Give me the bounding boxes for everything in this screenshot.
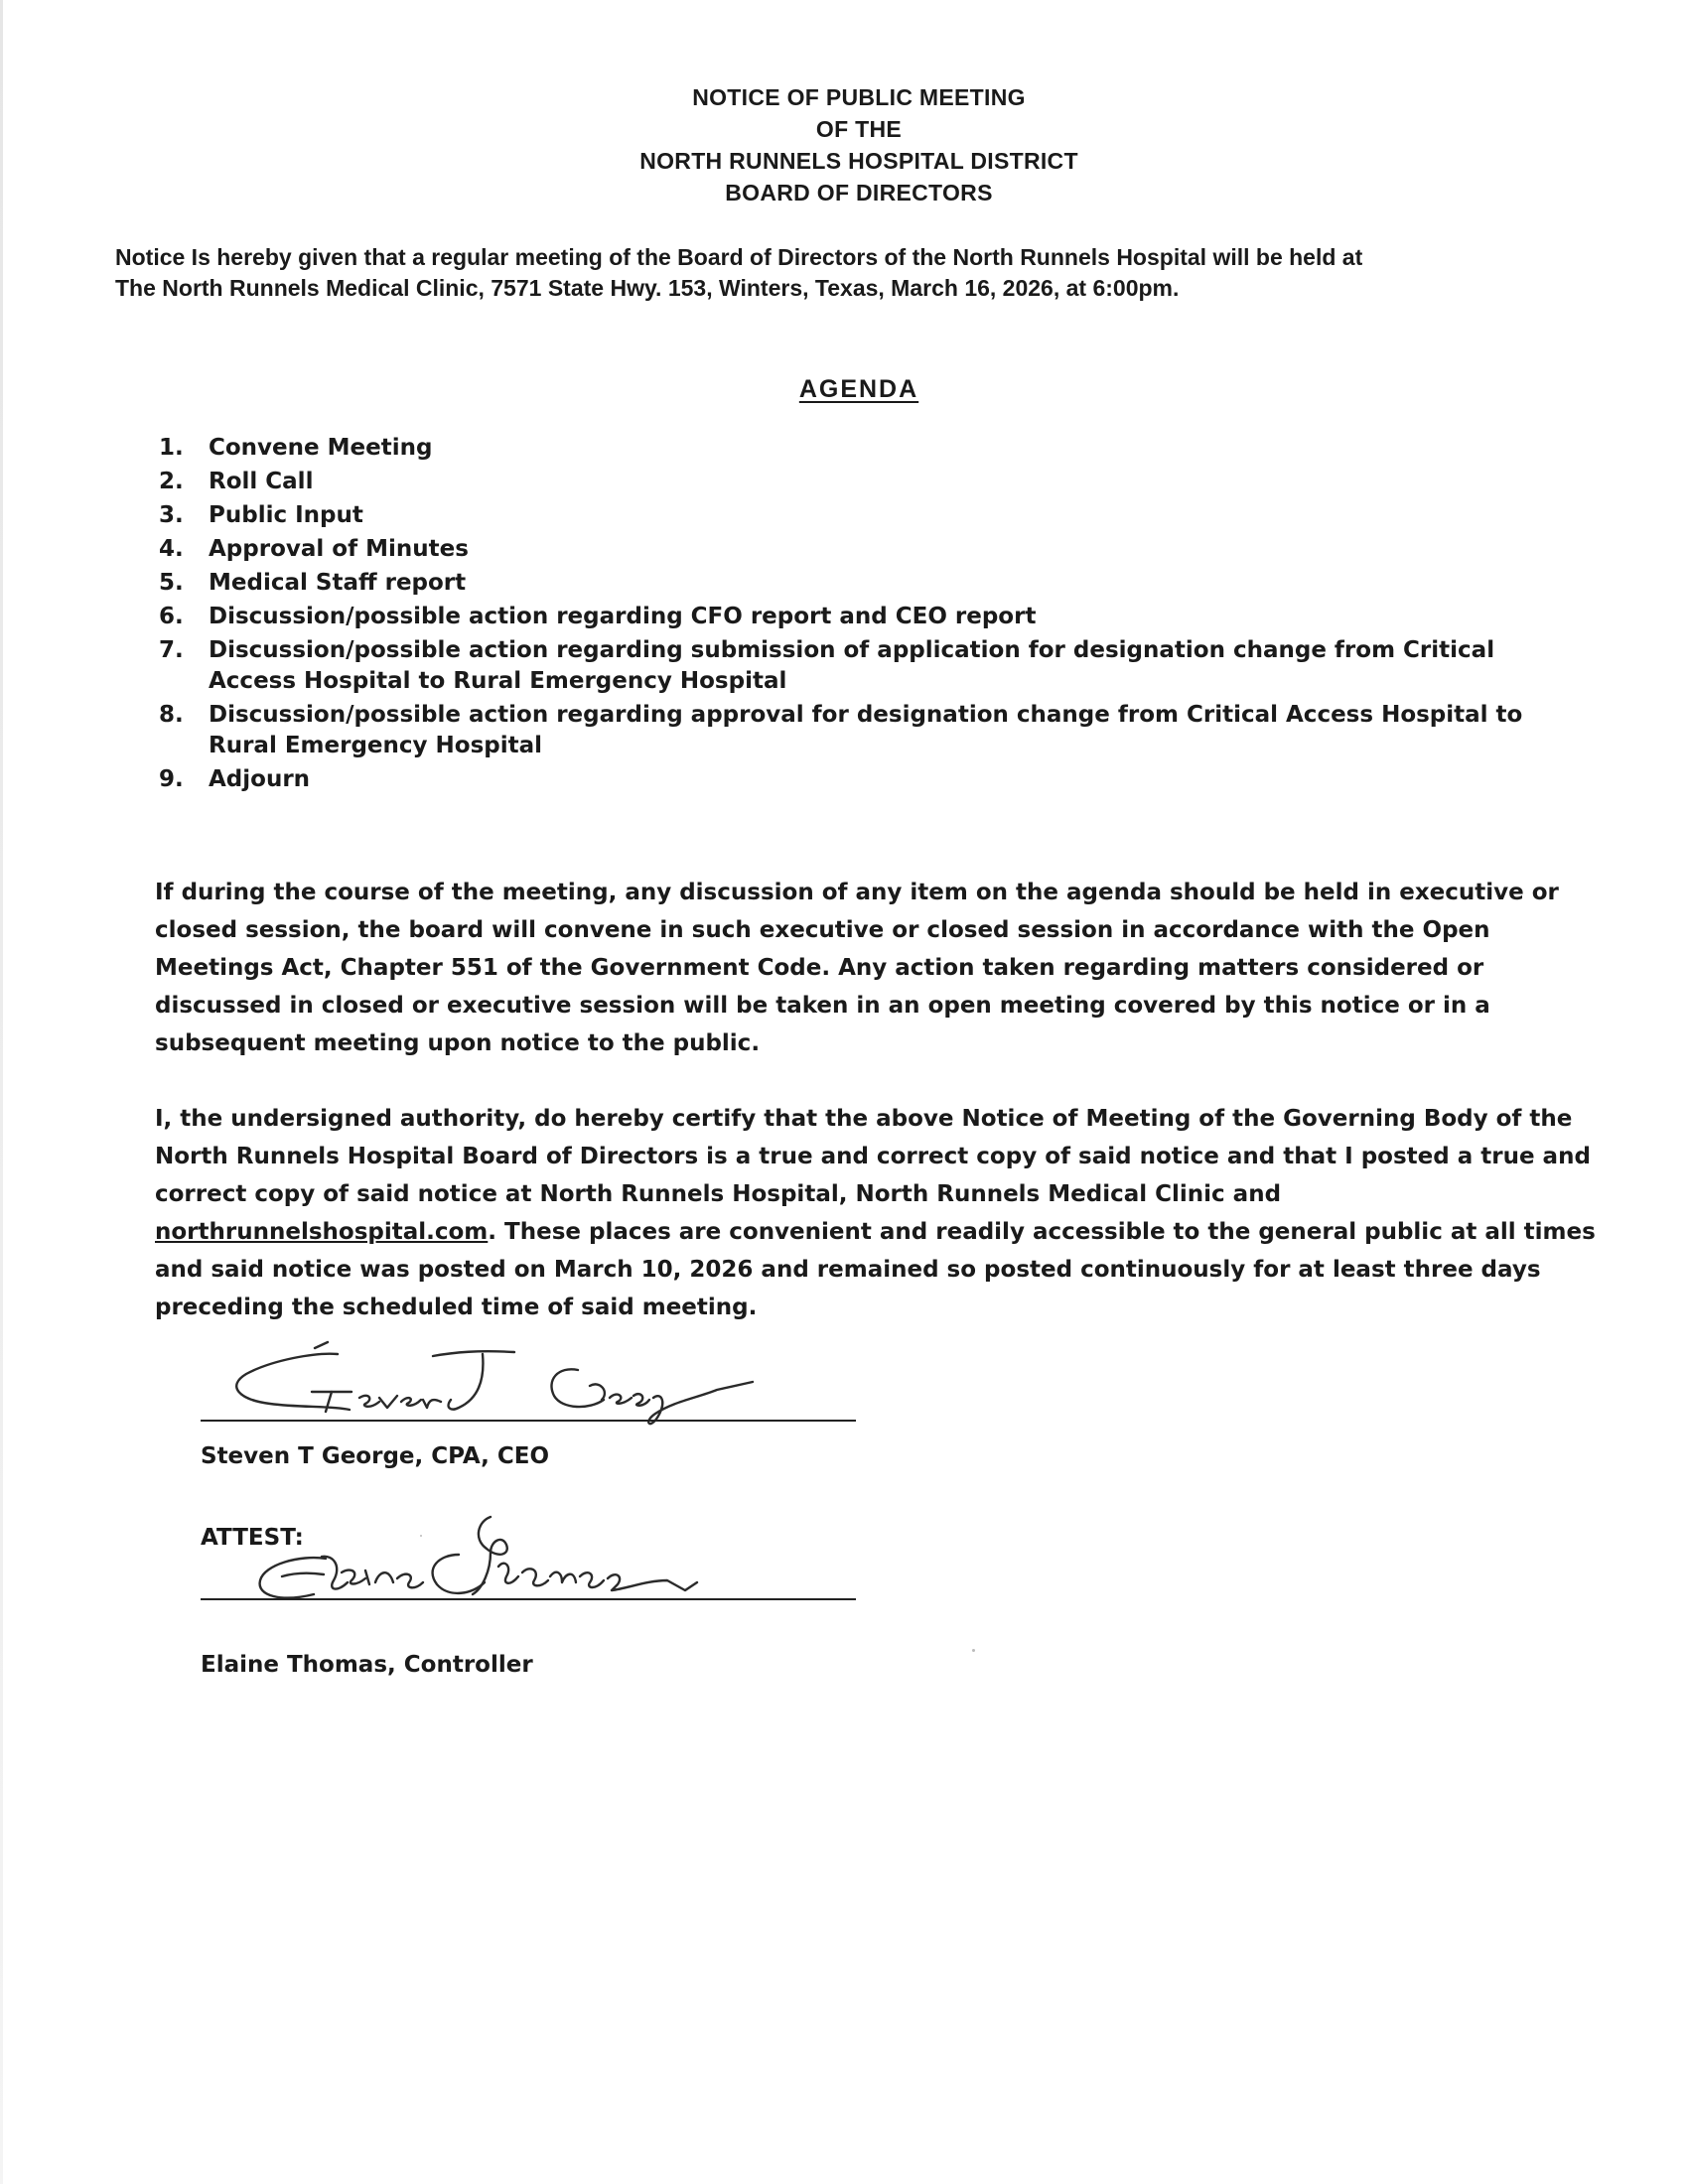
header-line-3: NORTH RUNNELS HOSPITAL DISTRICT xyxy=(639,148,1078,174)
agenda-item-number: 2. xyxy=(159,469,184,494)
website-link[interactable]: northrunnelshospital.com xyxy=(155,1219,489,1245)
agenda-item xyxy=(159,568,1569,599)
agenda-item-number: 6. xyxy=(159,604,184,629)
agenda-item xyxy=(159,433,1569,464)
agenda-item xyxy=(159,635,1569,697)
ceo-signature-image xyxy=(220,1340,816,1449)
agenda-title: AGENDA xyxy=(798,375,919,403)
ceo-name: Steven T George, CPA, CEO xyxy=(201,1443,549,1469)
agenda-item xyxy=(159,764,1569,795)
intro-line-1: Notice Is hereby given that a regular meeting of the Board of Directors of the North Runnels Hospital will be held at xyxy=(115,244,1363,270)
agenda-list xyxy=(159,433,1569,798)
attest-label: ATTEST: xyxy=(201,1525,304,1551)
agenda-item-number: 9. xyxy=(159,766,184,792)
agenda-item-number: 3. xyxy=(159,502,184,528)
controller-signature-block xyxy=(201,1511,856,1690)
agenda-item-text: Adjourn xyxy=(209,766,311,792)
agenda-item-text: Discussion/possible action regarding submission of application for designation change from Critical Access Hospital to Rural Emergency Hospital xyxy=(209,637,1495,694)
agenda-item-text: Approval of Minutes xyxy=(209,536,469,562)
ceo-signature-block xyxy=(201,1340,856,1499)
controller-name: Elaine Thomas, Controller xyxy=(201,1652,533,1678)
agenda-item-text: Roll Call xyxy=(209,469,314,494)
certification-text-end: . These places are convenient and readily accessible to the general public at all times and said notice was posted on March 10, 2026 and remained so posted continuously for at least three days preceding the scheduled time of said meeting. xyxy=(155,1219,1596,1320)
certification-text-start: I, the undersigned authority, do hereby certify that the above Notice of Meeting of the Governing Body of the North Runnels Hospital Board of Directors is a true and correct copy of said notice and that I posted a true and correct copy of said notice at North Runnels Hospital, North Runnels Medical Clinic and xyxy=(155,1106,1591,1207)
header-line-2: OF THE xyxy=(815,116,903,142)
agenda-item-text: Discussion/possible action regarding approval for designation change from Critical Access Hospital to Rural Emergency Hospital xyxy=(209,702,1523,758)
agenda-item xyxy=(159,602,1569,632)
agenda-item-text: Discussion/possible action regarding CFO report and CEO report xyxy=(209,604,1037,629)
intro-line-2: The North Runnels Medical Clinic, 7571 State Hwy. 153, Winters, Texas, March 16, 2026, at 6:00pm. xyxy=(115,275,1180,301)
meeting-notice-intro xyxy=(115,242,1605,304)
agenda-item-number: 8. xyxy=(159,702,184,728)
scan-speck xyxy=(420,1535,422,1537)
executive-session-paragraph: If during the course of the meeting, any discussion of any item on the agenda should be held in executive or closed session, the board will convene in such executive or closed session in accordance with the Open Meetings Act, Chapter 551 of the Government Code. Any action taken regarding matters considered or discussed in closed or executive session will be taken in an open meeting covered by this notice or in a subsequent meeting upon notice to the public. xyxy=(155,880,1559,1056)
scan-speck xyxy=(972,1649,975,1652)
agenda-item-text: Public Input xyxy=(209,502,363,528)
agenda-item-number: 4. xyxy=(159,536,184,562)
ceo-signature-line xyxy=(201,1420,856,1422)
agenda-item-text: Medical Staff report xyxy=(209,570,467,596)
agenda-item-number: 7. xyxy=(159,637,184,663)
header-line-1: NOTICE OF PUBLIC MEETING xyxy=(692,84,1026,110)
controller-signature-line xyxy=(201,1598,856,1600)
agenda-item xyxy=(159,534,1569,565)
agenda-item-text: Convene Meeting xyxy=(209,435,433,461)
agenda-item xyxy=(159,467,1569,497)
agenda-item xyxy=(159,500,1569,531)
controller-signature-image xyxy=(230,1511,786,1620)
agenda-item-number: 5. xyxy=(159,570,184,596)
certification-paragraph xyxy=(155,1100,1615,1326)
agenda-item xyxy=(159,700,1569,761)
scan-edge xyxy=(0,0,3,2184)
document-header xyxy=(0,81,1688,208)
agenda-item-number: 1. xyxy=(159,435,184,461)
header-line-4: BOARD OF DIRECTORS xyxy=(725,180,993,205)
